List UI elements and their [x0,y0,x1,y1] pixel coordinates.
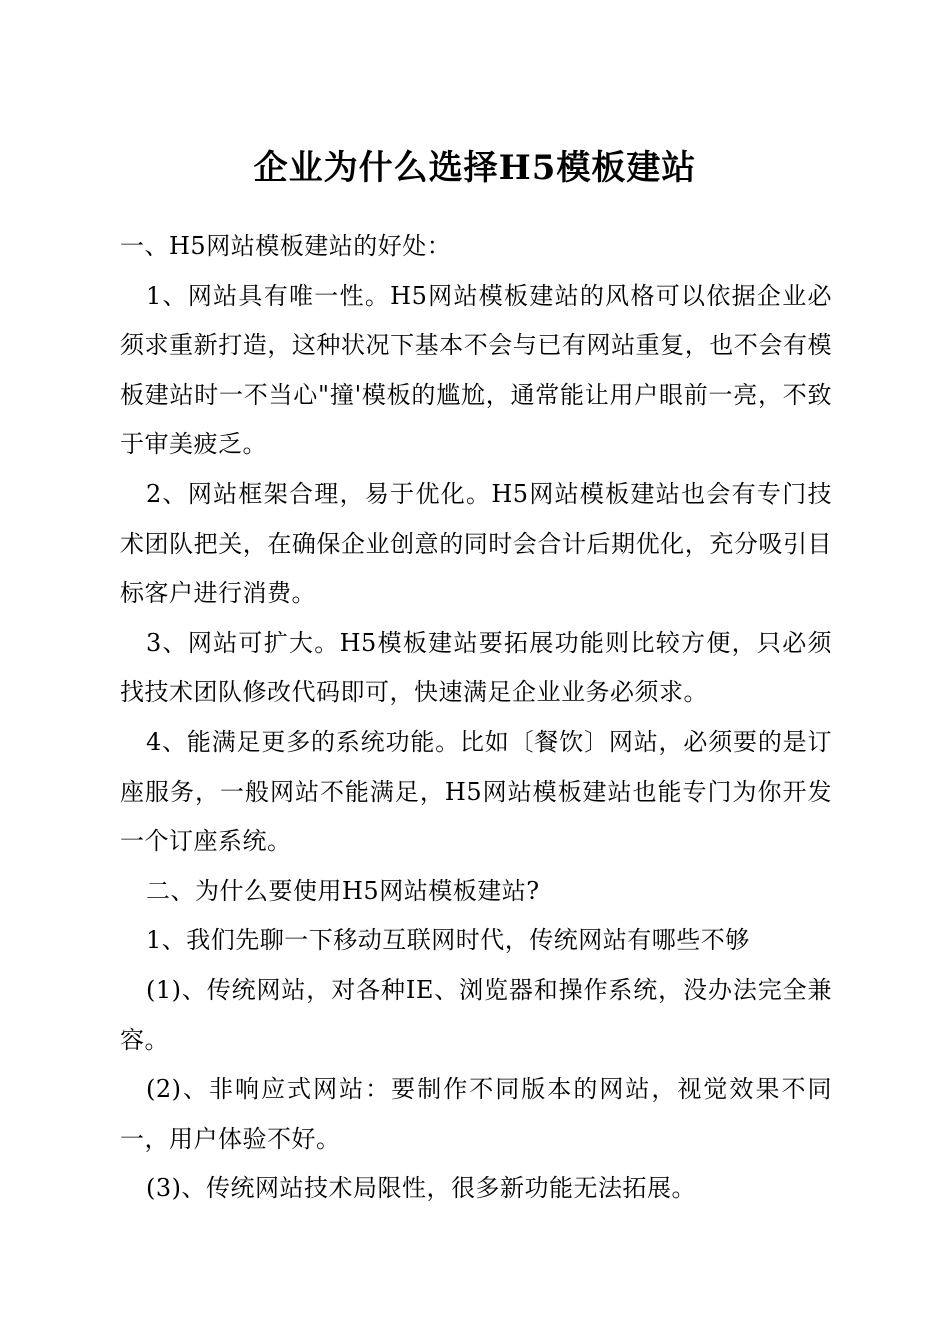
document-body [120,222,832,1214]
paragraph-framework: 2、网站框架合理，易于优化。H5网站模板建站也会有专门技术团队把关，在确保企业创意的同时会合计后期优化，充分吸引目标客户进行消费。 [120,479,832,608]
paragraph-expandable: 3、网站可扩大。H5模板建站要拓展功能则比较方便，只必须找技术团队修改代码即可，快速满足企业业务必须求。 [120,628,832,707]
list-item-tech-limits: (3)、传统网站技术局限性，很多新功能无法拓展。 [146,1174,696,1203]
paragraph-system-functions: 4、能满足更多的系统功能。比如〔餐饮〕网站，必须要的是订座服务，一般网站不能满足，H5网站模板建站也能专门为你开发一个订座系统。 [120,727,832,856]
section-heading-why: 二、为什么要使用H5网站模板建站? [146,876,540,905]
paragraph-mobile-era: 1、我们先聊一下移动互联网时代，传统网站有哪些不够 [146,926,750,955]
list-item-compatibility: (1)、传统网站，对各种IE、浏览器和操作系统，没办法完全兼容。 [120,975,832,1054]
paragraph-uniqueness: 1、网站具有唯一性。H5网站模板建站的风格可以依据企业必须求重新打造，这种状况下基本不会与已有网站重复，也不会有模板建站时一不当心"撞'模板的尴尬，通常能让用户眼前一亮，不致于审美疲乏。 [120,281,832,459]
list-item-non-responsive: (2)、非响应式网站：要制作不同版本的网站，视觉效果不同一，用户体验不好。 [120,1075,832,1153]
section-heading-benefits: 一、H5网站模板建站的好处： [120,232,452,260]
document-title: 企业为什么选择H5模板建站 [253,148,697,188]
